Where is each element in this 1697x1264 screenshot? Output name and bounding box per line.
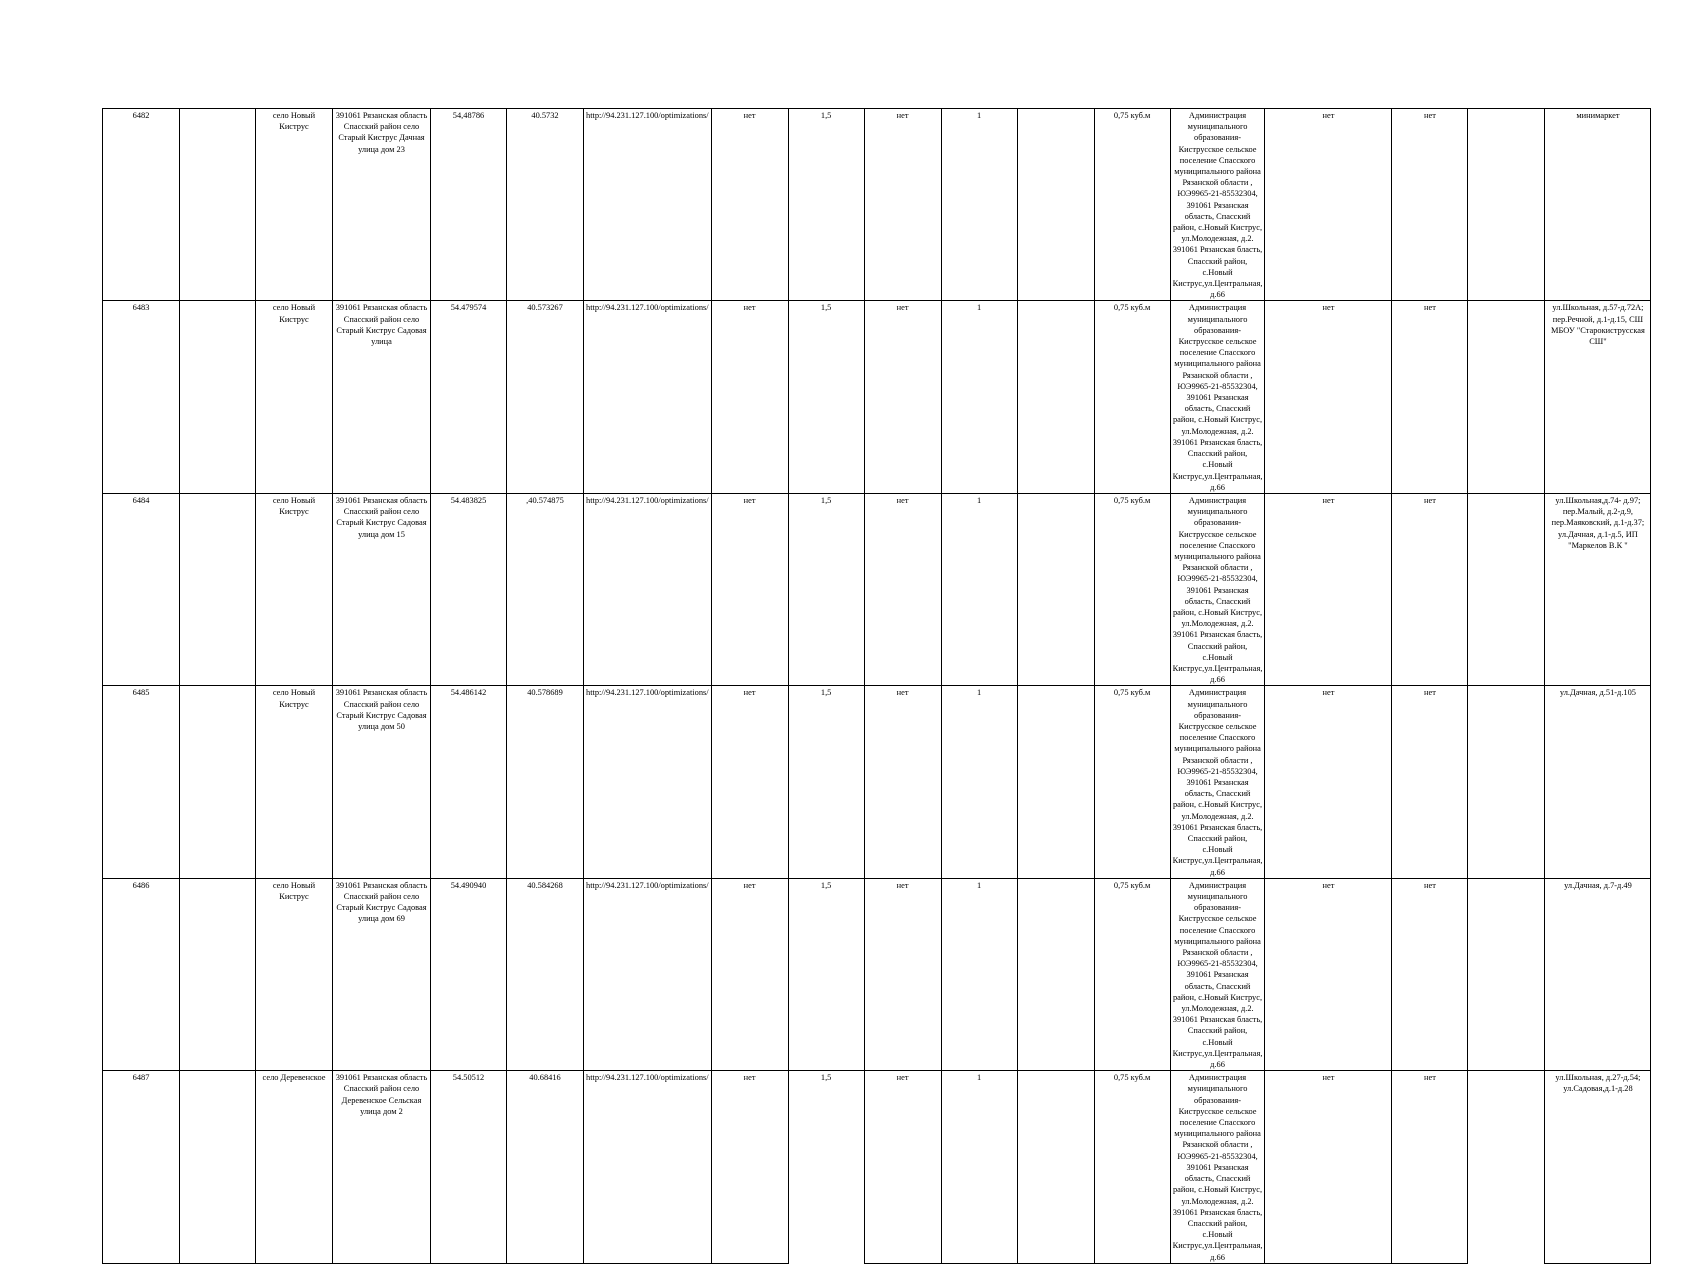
empty-cell xyxy=(180,109,256,301)
empty-cell xyxy=(180,301,256,493)
cell-id: 6484 xyxy=(103,493,180,685)
cell-admin: Администрация муниципального образования- Киструсское сельское поселение Спасского муниципального района Рязанской области , ЮЭ9965-21-85532304, 391061 Рязанская область, Спасский район, с.Новый Киструс, ул.Молодежная, д.2. 391061 Рязанская бласть, Спасский район, с.Новый Киструс,ул.Центральная, д.66 xyxy=(1170,878,1265,1070)
cell-count: 1 xyxy=(941,301,1017,493)
cell-source: минимаркет xyxy=(1545,109,1651,301)
cell-lat: 54,48786 xyxy=(431,109,507,301)
data-table xyxy=(102,108,1651,1264)
cell-c2: нет xyxy=(1392,493,1468,685)
cell-lon: ,40.574875 xyxy=(507,493,584,685)
cell-volume: 0,75 куб.м xyxy=(1094,301,1170,493)
cell-fence: нет xyxy=(864,1071,941,1263)
cell-cover: нет xyxy=(711,493,788,685)
cell-volume: 0,75 куб.м xyxy=(1094,686,1170,878)
cell-c1: нет xyxy=(1265,109,1392,301)
cell-id: 6485 xyxy=(103,686,180,878)
cell-source: ул.Школьная, д.27-д.54; ул.Садовая,д.1-д.28 xyxy=(1545,1071,1651,1263)
cell-source: ул.Школьная, д.57-д.72А; пер.Речной, д.1-д.15, СШ МБОУ "Старокиструсская СШ" xyxy=(1545,301,1651,493)
cell-c1: нет xyxy=(1265,686,1392,878)
cell-count: 1 xyxy=(941,878,1017,1070)
cell-area: 1,5 xyxy=(788,1071,864,1263)
cell-id: 6487 xyxy=(103,1071,180,1263)
cell-fence: нет xyxy=(864,109,941,301)
cell-c2: нет xyxy=(1392,878,1468,1070)
cell-settlement: село Новый Киструс xyxy=(256,493,333,685)
cell-url: http://94.231.127.100/optimizations/ xyxy=(584,109,712,301)
cell-fence: нет xyxy=(864,301,941,493)
cell-c1: нет xyxy=(1265,878,1392,1070)
cell-c1: нет xyxy=(1265,1071,1392,1263)
cell-source: ул.Дачная, д.7-д.49 xyxy=(1545,878,1651,1070)
cell-cover: нет xyxy=(711,109,788,301)
cell-lon: 40.584268 xyxy=(507,878,584,1070)
cell-admin: Администрация муниципального образования- Киструсское сельское поселение Спасского муниципального района Рязанской области , ЮЭ9965-21-85532304, 391061 Рязанская область, Спасский район, с.Новый Киструс, ул.Молодежная, д.2. 391061 Рязанская бласть, Спасский район, с.Новый Киструс,ул.Центральная, д.66 xyxy=(1170,686,1265,878)
cell-lat: 54.479574 xyxy=(431,301,507,493)
cell-lon: 40.573267 xyxy=(507,301,584,493)
cell-area: 1,5 xyxy=(788,301,864,493)
cell-c1: нет xyxy=(1265,493,1392,685)
cell-cover: нет xyxy=(711,1071,788,1263)
cell-c2: нет xyxy=(1392,1071,1468,1263)
empty-cell xyxy=(1017,878,1094,1070)
cell-address: 391061 Рязанская область Спасский район село Деревенское Сельская улица дом 2 xyxy=(333,1071,431,1263)
empty-cell xyxy=(1468,1071,1545,1263)
table-row xyxy=(103,109,1651,301)
empty-cell xyxy=(180,493,256,685)
empty-cell xyxy=(180,686,256,878)
cell-source: ул.Дачная, д.51-д.105 xyxy=(1545,686,1651,878)
cell-url: http://94.231.127.100/optimizations/ xyxy=(584,1071,712,1263)
empty-cell xyxy=(1017,109,1094,301)
cell-fence: нет xyxy=(864,686,941,878)
cell-id: 6486 xyxy=(103,878,180,1070)
cell-address: 391061 Рязанская область Спасский район село Старый Киструс Садовая улица дом 69 xyxy=(333,878,431,1070)
cell-lat: 54.50512 xyxy=(431,1071,507,1263)
empty-cell xyxy=(180,1071,256,1263)
cell-admin: Администрация муниципального образования- Киструсское сельское поселение Спасского муниципального района Рязанской области , ЮЭ9965-21-85532304, 391061 Рязанская область, Спасский район, с.Новый Киструс, ул.Молодежная, д.2. 391061 Рязанская бласть, Спасский район, с.Новый Киструс,ул.Центральная, д.66 xyxy=(1170,1071,1265,1263)
empty-cell xyxy=(1468,301,1545,493)
cell-address: 391061 Рязанская область Спасский район село Старый Киструс Садовая улица xyxy=(333,301,431,493)
cell-area: 1,5 xyxy=(788,686,864,878)
cell-lat: 54.483825 xyxy=(431,493,507,685)
cell-fence: нет xyxy=(864,493,941,685)
cell-lat: 54.486142 xyxy=(431,686,507,878)
cell-settlement: село Новый Киструс xyxy=(256,686,333,878)
cell-source: ул.Школьная,д.74- д.97; пер.Малый, д.2-д.9, пер.Маяковский, д.1-д.37; ул.Дачная, д.1-д.5, ИП "Маркелов В.К " xyxy=(1545,493,1651,685)
cell-settlement: село Новый Киструс xyxy=(256,109,333,301)
cell-settlement: село Новый Киструс xyxy=(256,878,333,1070)
empty-cell xyxy=(1468,878,1545,1070)
cell-settlement: село Новый Киструс xyxy=(256,301,333,493)
cell-id: 6483 xyxy=(103,301,180,493)
cell-admin: Администрация муниципального образования- Киструсское сельское поселение Спасского муниципального района Рязанской области , ЮЭ9965-21-85532304, 391061 Рязанская область, Спасский район, с.Новый Киструс, ул.Молодежная, д.2. 391061 Рязанская бласть, Спасский район, с.Новый Киструс,ул.Центральная, д.66 xyxy=(1170,493,1265,685)
cell-cover: нет xyxy=(711,686,788,878)
empty-cell xyxy=(1017,1071,1094,1263)
cell-c2: нет xyxy=(1392,686,1468,878)
cell-admin: Администрация муниципального образования- Киструсское сельское поселение Спасского муниципального района Рязанской области , ЮЭ9965-21-85532304, 391061 Рязанская область, Спасский район, с.Новый Киструс, ул.Молодежная, д.2. 391061 Рязанская бласть, Спасский район, с.Новый Киструс,ул.Центральная, д.66 xyxy=(1170,109,1265,301)
cell-lon: 40.5732 xyxy=(507,109,584,301)
cell-address: 391061 Рязанская область Спасский район село Старый Киструс Дачная улица дом 23 xyxy=(333,109,431,301)
cell-cover: нет xyxy=(711,878,788,1070)
cell-area: 1,5 xyxy=(788,109,864,301)
cell-c1: нет xyxy=(1265,301,1392,493)
table-row xyxy=(103,1071,1651,1263)
cell-volume: 0,75 куб.м xyxy=(1094,878,1170,1070)
cell-lat: 54.490940 xyxy=(431,878,507,1070)
cell-count: 1 xyxy=(941,109,1017,301)
cell-volume: 0,75 куб.м xyxy=(1094,109,1170,301)
cell-count: 1 xyxy=(941,493,1017,685)
cell-c2: нет xyxy=(1392,109,1468,301)
table-row xyxy=(103,878,1651,1070)
table-row xyxy=(103,493,1651,685)
cell-url: http://94.231.127.100/optimizations/ xyxy=(584,878,712,1070)
cell-url: http://94.231.127.100/optimizations/ xyxy=(584,686,712,878)
cell-id: 6482 xyxy=(103,109,180,301)
cell-address: 391061 Рязанская область Спасский район село Старый Киструс Садовая улица дом 50 xyxy=(333,686,431,878)
cell-volume: 0,75 куб.м xyxy=(1094,1071,1170,1263)
empty-cell xyxy=(1017,493,1094,685)
empty-cell xyxy=(1468,109,1545,301)
empty-cell xyxy=(180,878,256,1070)
empty-cell xyxy=(1468,686,1545,878)
cell-lon: 40.578689 xyxy=(507,686,584,878)
table-row xyxy=(103,686,1651,878)
cell-url: http://94.231.127.100/optimizations/ xyxy=(584,301,712,493)
cell-count: 1 xyxy=(941,1071,1017,1263)
cell-admin: Администрация муниципального образования- Киструсское сельское поселение Спасского муниципального района Рязанской области , ЮЭ9965-21-85532304, 391061 Рязанская область, Спасский район, с.Новый Киструс, ул.Молодежная, д.2. 391061 Рязанская бласть, Спасский район, с.Новый Киструс,ул.Центральная, д.66 xyxy=(1170,301,1265,493)
empty-cell xyxy=(1017,686,1094,878)
cell-volume: 0,75 куб.м xyxy=(1094,493,1170,685)
empty-cell xyxy=(1017,301,1094,493)
cell-address: 391061 Рязанская область Спасский район село Старый Киструс Садовая улица дом 15 xyxy=(333,493,431,685)
cell-fence: нет xyxy=(864,878,941,1070)
cell-c2: нет xyxy=(1392,301,1468,493)
cell-area: 1,5 xyxy=(788,878,864,1070)
cell-url: http://94.231.127.100/optimizations/ xyxy=(584,493,712,685)
empty-cell xyxy=(1468,493,1545,685)
cell-settlement: село Деревенское xyxy=(256,1071,333,1263)
table-row xyxy=(103,301,1651,493)
cell-lon: 40.68416 xyxy=(507,1071,584,1263)
cell-cover: нет xyxy=(711,301,788,493)
cell-area: 1,5 xyxy=(788,493,864,685)
cell-count: 1 xyxy=(941,686,1017,878)
